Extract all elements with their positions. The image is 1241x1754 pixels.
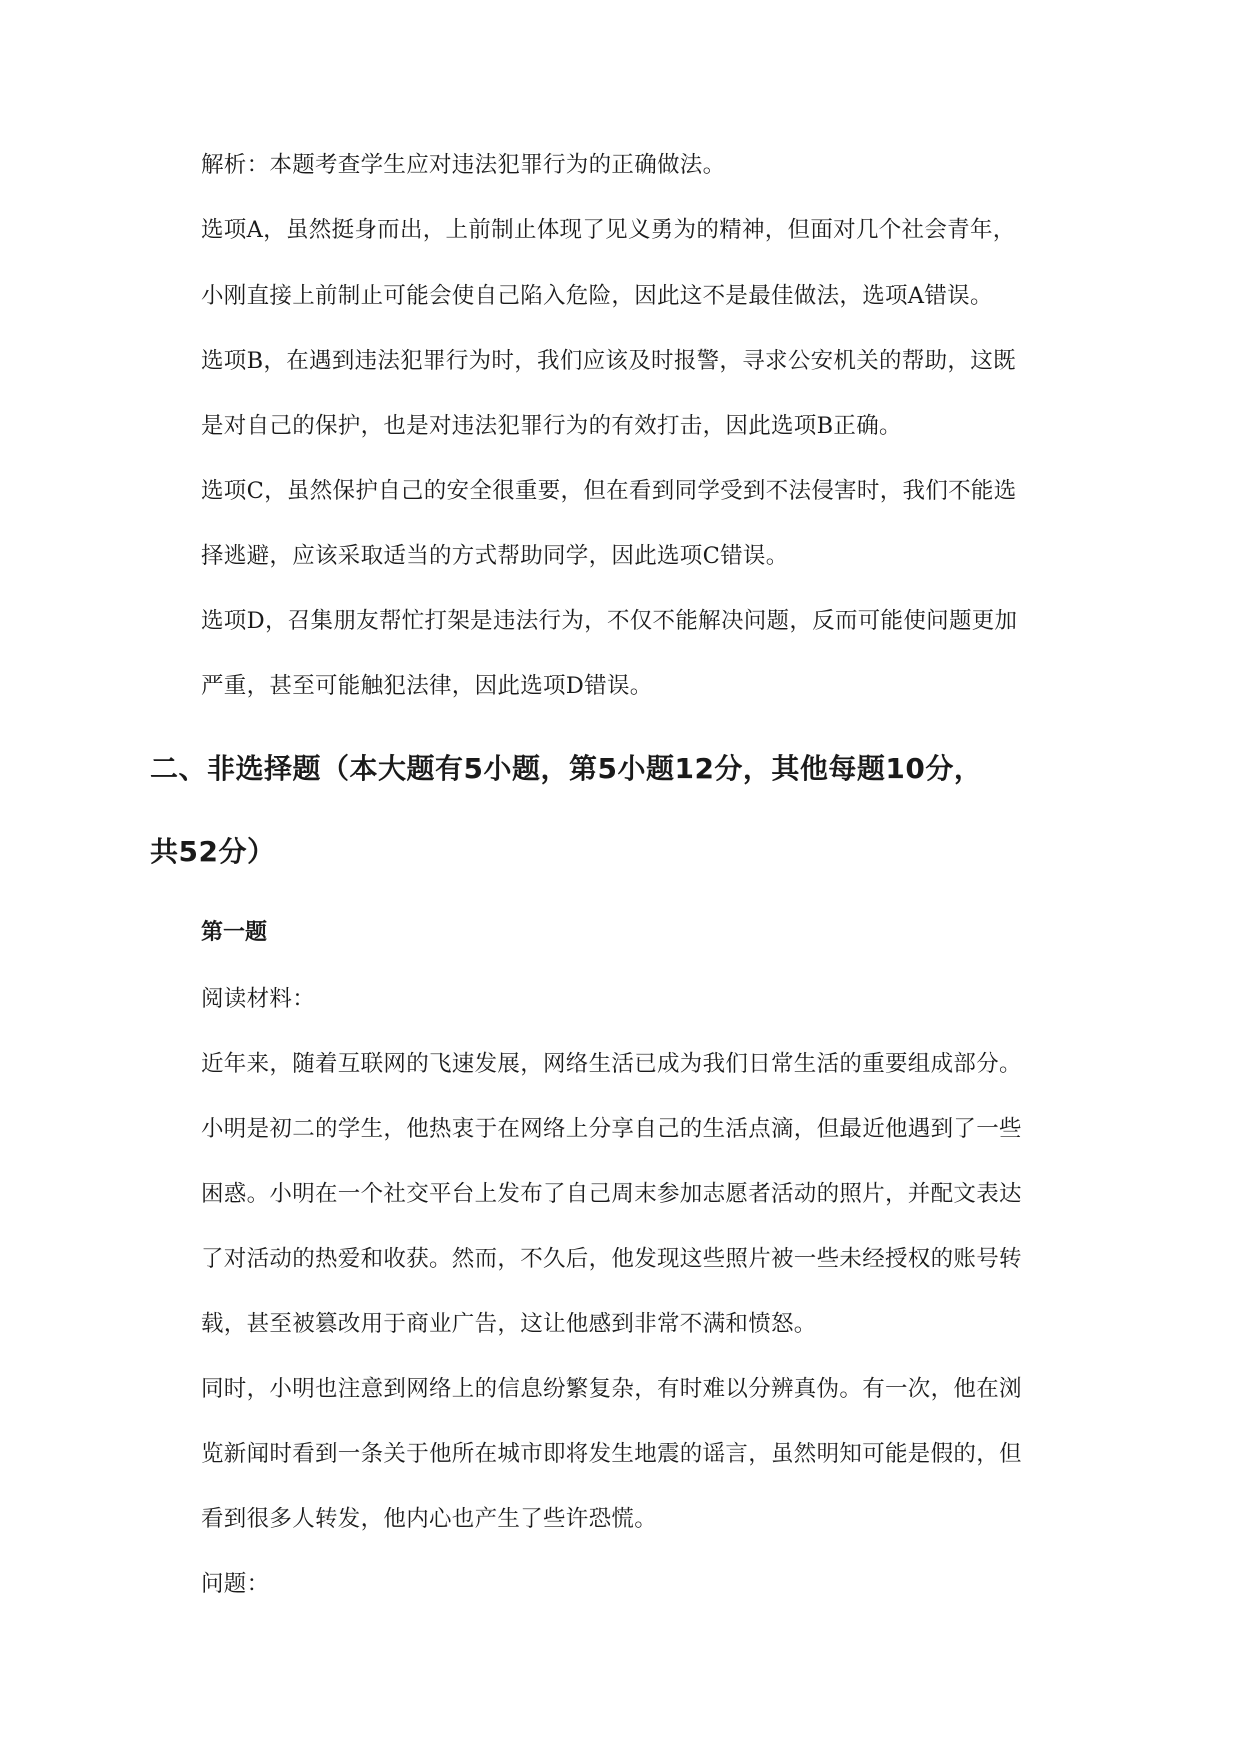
analysis-line: 选项D，召集朋友帮忙打架是违法行为，不仅不能解决问题，反而可能使问题更加 <box>201 608 1018 634</box>
analysis-line: 是对自己的保护，也是对违法犯罪行为的有效打击，因此选项B正确。 <box>201 413 902 439</box>
question-label: 问题： <box>201 1571 270 1597</box>
material-line: 困惑。小明在一个社交平台上发布了自己周末参加志愿者活动的照片，并配文表达 <box>201 1181 1022 1207</box>
material-line: 载，甚至被篡改用于商业广告，这让他感到非常不满和愤怒。 <box>201 1311 817 1337</box>
material-line: 小明是初二的学生，他热衷于在网络上分享自己的生活点滴，但最近他遇到了一些 <box>201 1116 1022 1142</box>
question-title: 第一题 <box>201 920 268 945</box>
material-line: 了对活动的热爱和收获。然而，不久后，他发现这些照片被一些未经授权的账号转 <box>201 1246 1022 1272</box>
material-intro: 阅读材料： <box>201 986 316 1012</box>
analysis-line: 选项B，在遇到违法犯罪行为时，我们应该及时报警，寻求公安机关的帮助，这既 <box>201 348 1016 374</box>
material-line: 看到很多人转发，他内心也产生了些许恐慌。 <box>201 1506 658 1532</box>
material-line: 近年来，随着互联网的飞速发展，网络生活已成为我们日常生活的重要组成部分。 <box>201 1051 1022 1077</box>
analysis-line: 选项C，虽然保护自己的安全很重要，但在看到同学受到不法侵害时，我们不能选 <box>201 478 1017 504</box>
material-line: 同时，小明也注意到网络上的信息纷繁复杂，有时难以分辨真伪。有一次，他在浏 <box>201 1376 1022 1402</box>
section-heading-cont: 共52分） <box>150 835 276 868</box>
section-heading: 二、非选择题（本大题有5小题，第5小题12分，其他每题10分， <box>150 752 983 785</box>
analysis-line: 小刚直接上前制止可能会使自己陷入危险，因此这不是最佳做法，选项A错误。 <box>201 283 993 309</box>
analysis-line: 严重，甚至可能触犯法律，因此选项D错误。 <box>201 673 653 699</box>
analysis-line: 择逃避，应该采取适当的方式帮助同学，因此选项C错误。 <box>201 543 789 569</box>
analysis-line: 选项A，虽然挺身而出，上前制止体现了见义勇为的精神，但面对几个社会青年， <box>201 217 1016 243</box>
analysis-line: 解析：本题考查学生应对违法犯罪行为的正确做法。 <box>201 152 726 178</box>
material-line: 览新闻时看到一条关于他所在城市即将发生地震的谣言，虽然明知可能是假的，但 <box>201 1441 1022 1467</box>
